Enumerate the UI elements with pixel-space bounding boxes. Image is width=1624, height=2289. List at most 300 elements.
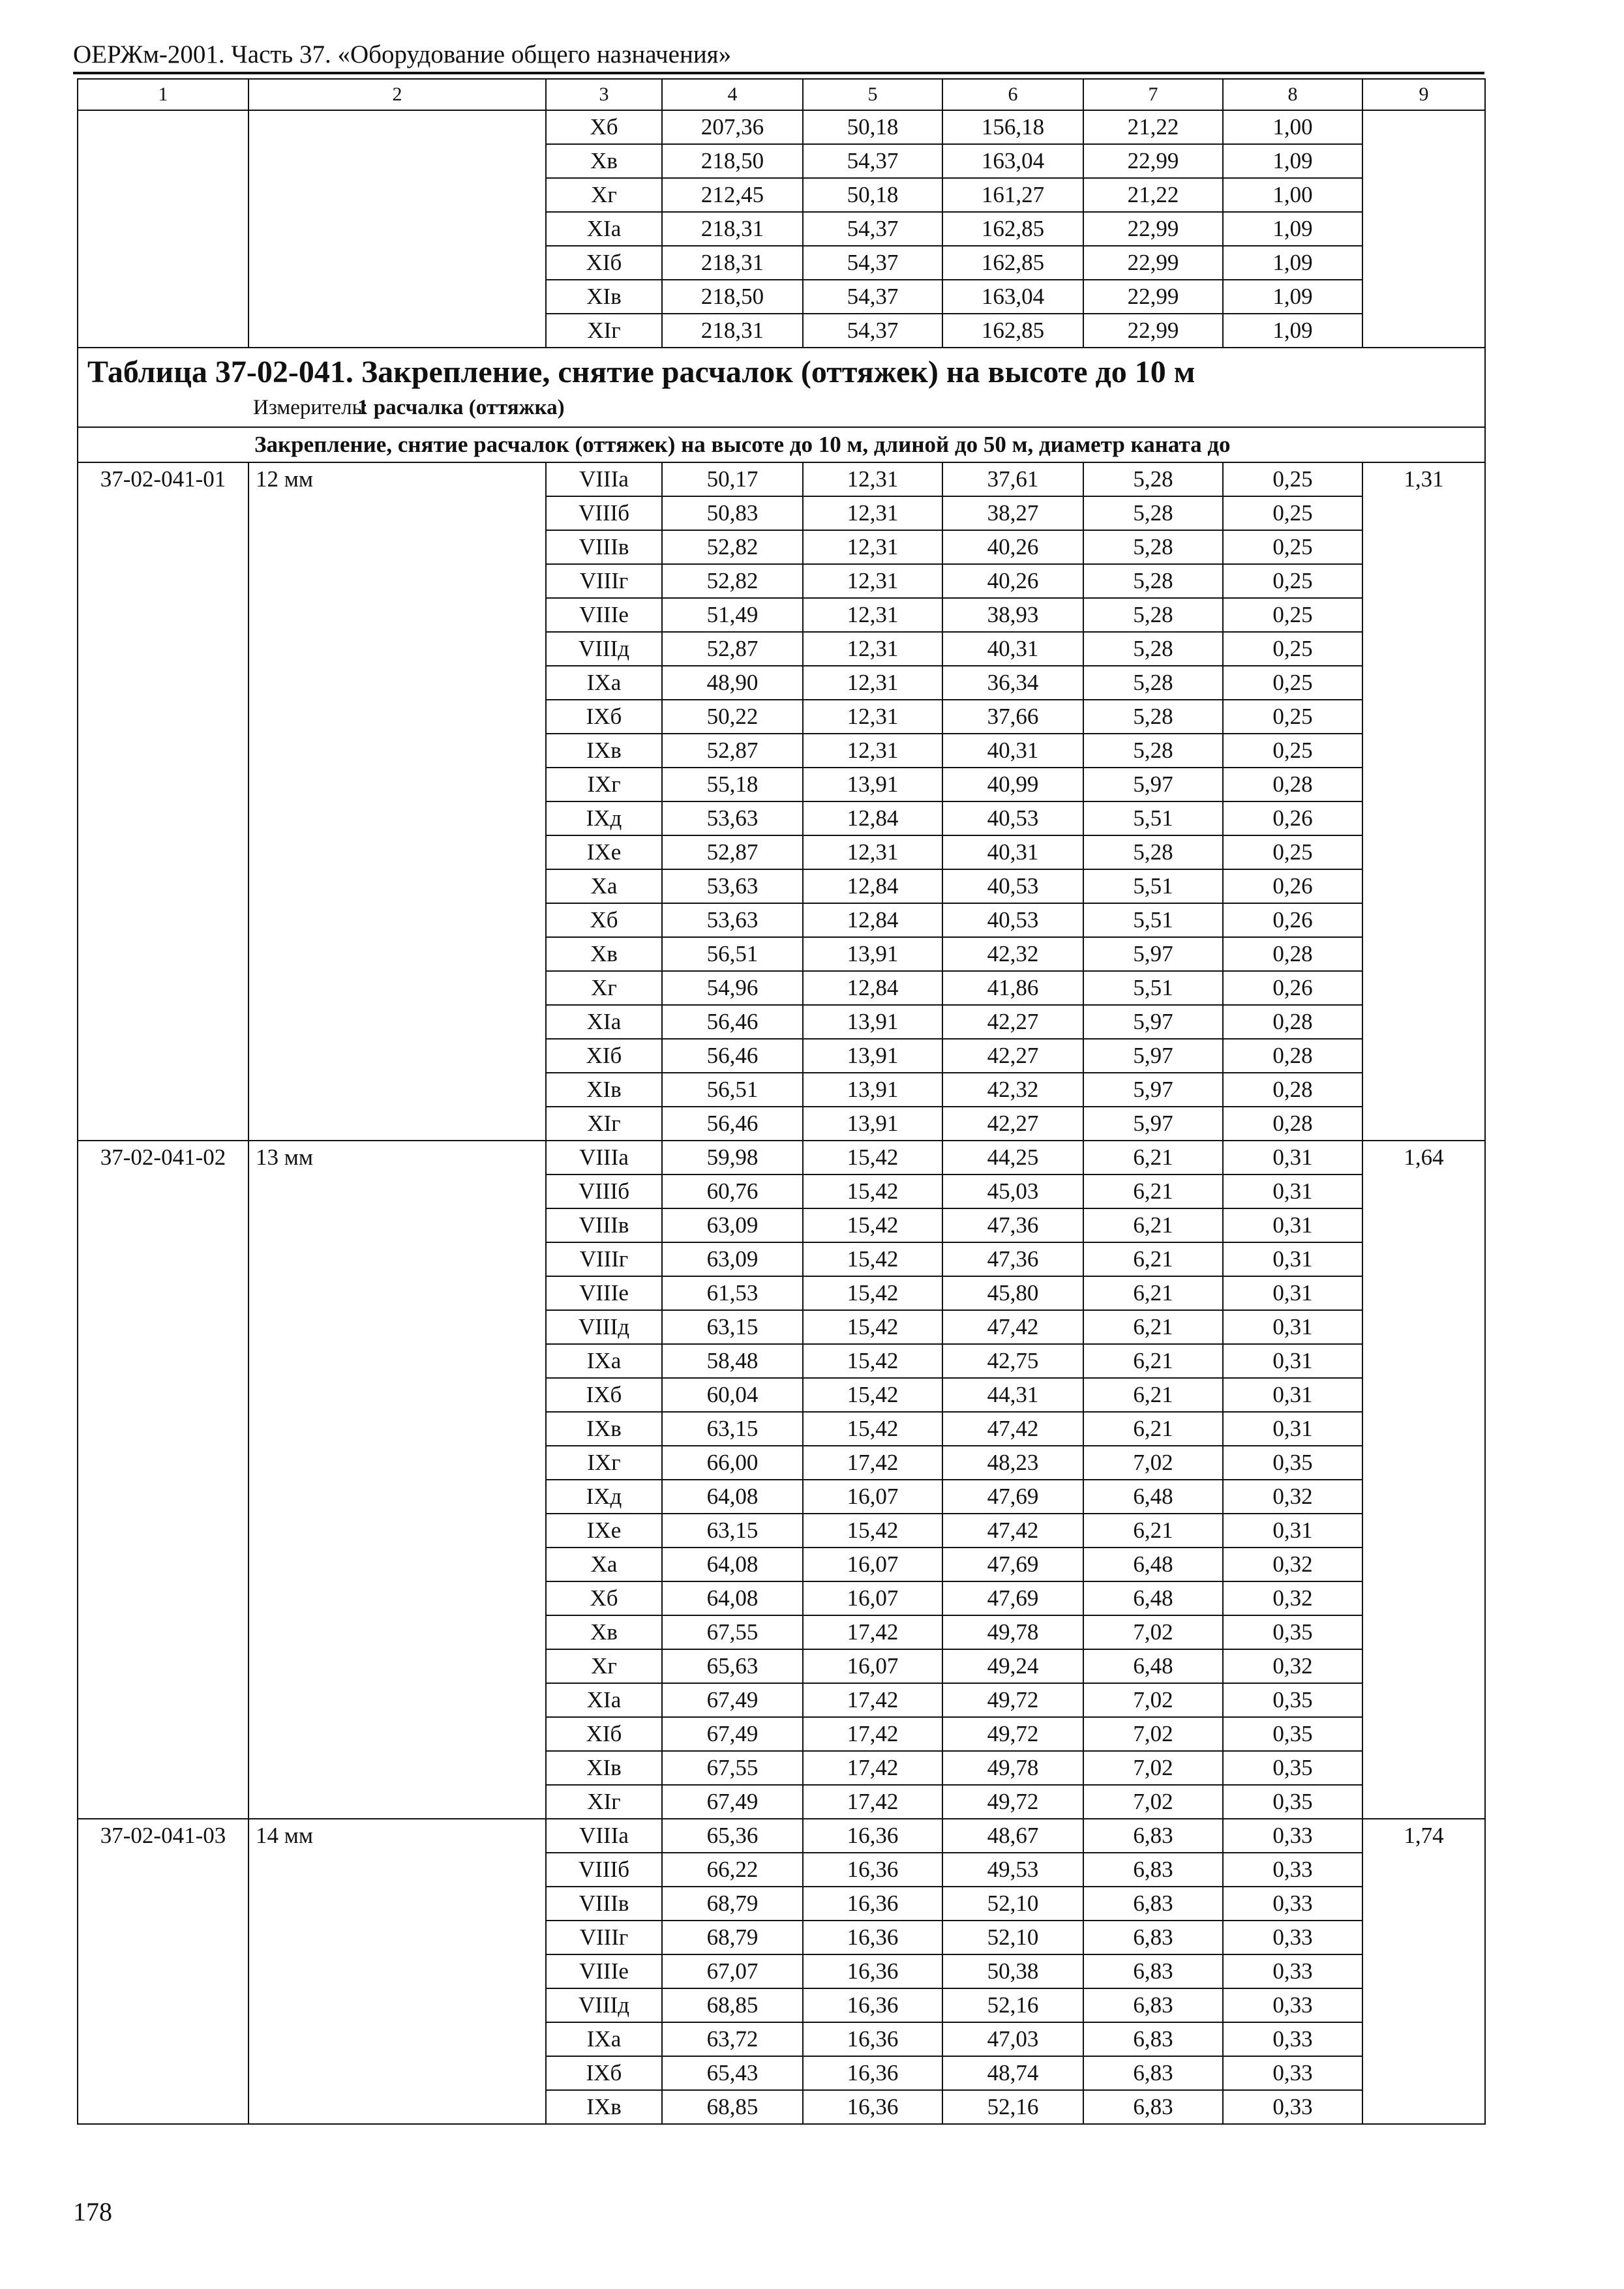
value-cell: 67,55 — [662, 1751, 803, 1785]
value-cell: 163,04 — [942, 144, 1083, 178]
value-cell: 15,42 — [803, 1412, 942, 1446]
value-cell: 56,51 — [662, 937, 803, 971]
zone-cell: XIв — [546, 1073, 662, 1107]
value-cell: 7,02 — [1083, 1683, 1223, 1717]
value-cell: 44,31 — [942, 1378, 1083, 1412]
value-cell: 12,84 — [803, 801, 942, 835]
value-cell: 5,97 — [1083, 1005, 1223, 1039]
zone-cell: IXв — [546, 734, 662, 768]
value-cell: 6,21 — [1083, 1276, 1223, 1310]
value-cell: 16,07 — [803, 1649, 942, 1683]
value-cell: 40,31 — [942, 632, 1083, 666]
value-cell: 52,87 — [662, 835, 803, 869]
value-cell: 0,25 — [1223, 700, 1362, 734]
zone-cell: VIIIa — [546, 1141, 662, 1174]
value-cell: 7,02 — [1083, 1615, 1223, 1649]
value-cell: 49,24 — [942, 1649, 1083, 1683]
value-cell: 60,76 — [662, 1174, 803, 1208]
value-cell: 6,48 — [1083, 1480, 1223, 1514]
item-code: 37-02-041-02 — [78, 1141, 248, 1819]
value-cell: 44,25 — [942, 1141, 1083, 1174]
value-cell: 0,32 — [1223, 1649, 1362, 1683]
value-cell: 66,22 — [662, 1853, 803, 1887]
value-cell: 12,84 — [803, 869, 942, 903]
value-cell: 47,42 — [942, 1514, 1083, 1548]
value-cell: 6,21 — [1083, 1141, 1223, 1174]
value-cell: 0,28 — [1223, 937, 1362, 971]
value-cell: 42,75 — [942, 1344, 1083, 1378]
value-cell: 5,28 — [1083, 666, 1223, 700]
zone-cell: IXд — [546, 1480, 662, 1514]
value-cell: 22,99 — [1083, 246, 1223, 280]
value-cell: 207,36 — [662, 110, 803, 144]
value-cell: 63,72 — [662, 2022, 803, 2056]
value-cell: 12,31 — [803, 835, 942, 869]
value-cell: 1,09 — [1223, 280, 1362, 314]
section-subtitle: Закрепление, снятие расчалок (оттяжек) на высоте до 10 м, длиной до 50 м, диаметр каната до — [78, 427, 1485, 462]
zone-cell: VIIIг — [546, 564, 662, 598]
column-number: 7 — [1083, 79, 1223, 110]
value-cell: 47,42 — [942, 1412, 1083, 1446]
zone-cell: XIб — [546, 246, 662, 280]
value-cell: 6,83 — [1083, 1819, 1223, 1853]
value-cell: 68,85 — [662, 2090, 803, 2124]
zone-cell: IXг — [546, 768, 662, 801]
zone-cell: Xб — [546, 110, 662, 144]
zone-cell: IXд — [546, 801, 662, 835]
value-cell: 54,96 — [662, 971, 803, 1005]
value-cell: 63,15 — [662, 1514, 803, 1548]
value-cell: 17,42 — [803, 1717, 942, 1751]
value-cell: 59,98 — [662, 1141, 803, 1174]
unit-label: Измеритель: — [253, 396, 368, 419]
value-cell: 16,36 — [803, 2022, 942, 2056]
value-cell: 53,63 — [662, 869, 803, 903]
value-cell: 6,48 — [1083, 1548, 1223, 1581]
value-cell: 61,53 — [662, 1276, 803, 1310]
value-cell: 40,31 — [942, 734, 1083, 768]
zone-cell: Xб — [546, 1581, 662, 1615]
column-number: 5 — [803, 79, 942, 110]
value-cell: 12,31 — [803, 598, 942, 632]
value-cell: 52,87 — [662, 632, 803, 666]
value-cell: 6,21 — [1083, 1344, 1223, 1378]
value-cell: 49,78 — [942, 1615, 1083, 1649]
value-cell: 7,02 — [1083, 1717, 1223, 1751]
value-cell: 5,28 — [1083, 462, 1223, 496]
value-cell: 5,97 — [1083, 1073, 1223, 1107]
value-cell: 6,21 — [1083, 1412, 1223, 1446]
table-row — [78, 110, 1485, 144]
zone-cell: VIIIе — [546, 598, 662, 632]
value-cell: 6,21 — [1083, 1514, 1223, 1548]
value-cell: 13,91 — [803, 768, 942, 801]
value-cell: 0,26 — [1223, 869, 1362, 903]
value-cell: 38,93 — [942, 598, 1083, 632]
value-cell: 0,28 — [1223, 768, 1362, 801]
value-cell: 21,22 — [1083, 110, 1223, 144]
item-col9: 1,31 — [1362, 462, 1485, 1141]
zone-cell: VIIIб — [546, 1853, 662, 1887]
value-cell: 42,32 — [942, 937, 1083, 971]
zone-cell: XIв — [546, 1751, 662, 1785]
value-cell: 58,48 — [662, 1344, 803, 1378]
zone-cell: IXв — [546, 2090, 662, 2124]
value-cell: 64,08 — [662, 1480, 803, 1514]
value-cell: 47,36 — [942, 1242, 1083, 1276]
value-cell: 63,09 — [662, 1242, 803, 1276]
value-cell: 65,36 — [662, 1819, 803, 1853]
value-cell: 48,90 — [662, 666, 803, 700]
value-cell: 6,48 — [1083, 1581, 1223, 1615]
value-cell: 0,35 — [1223, 1785, 1362, 1819]
value-cell: 21,22 — [1083, 178, 1223, 212]
value-cell: 1,09 — [1223, 144, 1362, 178]
value-cell: 22,99 — [1083, 280, 1223, 314]
value-cell: 0,32 — [1223, 1480, 1362, 1514]
value-cell: 50,18 — [803, 178, 942, 212]
item-col9: 1,74 — [1362, 1819, 1485, 2124]
value-cell: 5,28 — [1083, 598, 1223, 632]
value-cell: 16,07 — [803, 1548, 942, 1581]
value-cell: 52,10 — [942, 1887, 1083, 1921]
value-cell: 50,18 — [803, 110, 942, 144]
item-name: 14 мм — [248, 1819, 546, 2124]
zone-cell: XIг — [546, 1107, 662, 1141]
value-cell: 0,32 — [1223, 1548, 1362, 1581]
value-cell: 63,15 — [662, 1412, 803, 1446]
column-number: 1 — [78, 79, 248, 110]
value-cell: 67,49 — [662, 1717, 803, 1751]
zone-cell: Xб — [546, 903, 662, 937]
value-cell: 37,61 — [942, 462, 1083, 496]
value-cell: 5,28 — [1083, 564, 1223, 598]
zone-cell: IXб — [546, 700, 662, 734]
value-cell: 0,25 — [1223, 496, 1362, 530]
value-cell: 16,07 — [803, 1581, 942, 1615]
value-cell: 63,15 — [662, 1310, 803, 1344]
value-cell: 0,33 — [1223, 1988, 1362, 2022]
value-cell: 16,36 — [803, 2056, 942, 2090]
zone-cell: VIIIб — [546, 496, 662, 530]
value-cell: 6,83 — [1083, 1853, 1223, 1887]
value-cell: 68,79 — [662, 1921, 803, 1954]
value-cell: 6,83 — [1083, 2022, 1223, 2056]
value-cell: 0,35 — [1223, 1615, 1362, 1649]
value-cell: 0,25 — [1223, 462, 1362, 496]
value-cell: 48,67 — [942, 1819, 1083, 1853]
value-cell: 67,49 — [662, 1683, 803, 1717]
value-cell: 54,37 — [803, 314, 942, 348]
value-cell: 53,63 — [662, 801, 803, 835]
value-cell: 42,32 — [942, 1073, 1083, 1107]
value-cell: 1,00 — [1223, 178, 1362, 212]
value-cell: 40,53 — [942, 801, 1083, 835]
value-cell: 162,85 — [942, 314, 1083, 348]
value-cell: 15,42 — [803, 1514, 942, 1548]
value-cell: 218,31 — [662, 246, 803, 280]
value-cell: 16,36 — [803, 1988, 942, 2022]
value-cell: 13,91 — [803, 1039, 942, 1073]
value-cell: 12,31 — [803, 666, 942, 700]
zone-cell: Xг — [546, 1649, 662, 1683]
value-cell: 0,26 — [1223, 801, 1362, 835]
value-cell: 42,27 — [942, 1039, 1083, 1073]
value-cell: 5,28 — [1083, 734, 1223, 768]
value-cell: 0,28 — [1223, 1005, 1362, 1039]
zone-cell: VIIIг — [546, 1242, 662, 1276]
column-number: 4 — [662, 79, 803, 110]
value-cell: 12,31 — [803, 530, 942, 564]
zone-cell: Xв — [546, 937, 662, 971]
value-cell: 17,42 — [803, 1615, 942, 1649]
value-cell: 0,25 — [1223, 835, 1362, 869]
value-cell: 56,46 — [662, 1039, 803, 1073]
value-cell: 40,53 — [942, 903, 1083, 937]
value-cell: 12,31 — [803, 496, 942, 530]
value-cell: 16,36 — [803, 1921, 942, 1954]
value-cell: 56,46 — [662, 1107, 803, 1141]
col9-cell-empty — [1362, 110, 1485, 348]
value-cell: 7,02 — [1083, 1785, 1223, 1819]
value-cell: 0,31 — [1223, 1412, 1362, 1446]
value-cell: 0,33 — [1223, 1819, 1362, 1853]
value-cell: 5,97 — [1083, 1107, 1223, 1141]
value-cell: 52,82 — [662, 530, 803, 564]
zone-cell: Xг — [546, 178, 662, 212]
zone-cell: IXб — [546, 2056, 662, 2090]
value-cell: 0,35 — [1223, 1446, 1362, 1480]
zone-cell: IXе — [546, 1514, 662, 1548]
value-cell: 16,36 — [803, 1853, 942, 1887]
value-cell: 5,97 — [1083, 768, 1223, 801]
value-cell: 0,33 — [1223, 1853, 1362, 1887]
value-cell: 15,42 — [803, 1141, 942, 1174]
value-cell: 42,27 — [942, 1107, 1083, 1141]
section-header — [78, 348, 1485, 427]
value-cell: 47,03 — [942, 2022, 1083, 2056]
value-cell: 17,42 — [803, 1446, 942, 1480]
section-subtitle-row — [78, 427, 1485, 462]
value-cell: 5,28 — [1083, 496, 1223, 530]
zone-cell: VIIIг — [546, 1921, 662, 1954]
column-number: 3 — [546, 79, 662, 110]
value-cell: 15,42 — [803, 1344, 942, 1378]
value-cell: 22,99 — [1083, 314, 1223, 348]
value-cell: 5,51 — [1083, 801, 1223, 835]
value-cell: 162,85 — [942, 212, 1083, 246]
value-cell: 12,31 — [803, 632, 942, 666]
value-cell: 40,31 — [942, 835, 1083, 869]
zone-cell: IXa — [546, 666, 662, 700]
zone-cell: IXб — [546, 1378, 662, 1412]
value-cell: 0,28 — [1223, 1039, 1362, 1073]
value-cell: 6,21 — [1083, 1242, 1223, 1276]
value-cell: 55,18 — [662, 768, 803, 801]
value-cell: 63,09 — [662, 1208, 803, 1242]
value-cell: 52,87 — [662, 734, 803, 768]
value-cell: 162,85 — [942, 246, 1083, 280]
zone-cell: VIIIв — [546, 1887, 662, 1921]
zone-cell: Xa — [546, 1548, 662, 1581]
value-cell: 5,28 — [1083, 530, 1223, 564]
value-cell: 0,33 — [1223, 1887, 1362, 1921]
value-cell: 47,42 — [942, 1310, 1083, 1344]
section-unit — [87, 393, 1484, 423]
value-cell: 5,97 — [1083, 1039, 1223, 1073]
item-code: 37-02-041-03 — [78, 1819, 248, 2124]
value-cell: 16,07 — [803, 1480, 942, 1514]
value-cell: 17,42 — [803, 1751, 942, 1785]
value-cell: 68,79 — [662, 1887, 803, 1921]
zone-cell: XIг — [546, 1785, 662, 1819]
zone-cell: Xa — [546, 869, 662, 903]
value-cell: 0,26 — [1223, 971, 1362, 1005]
value-cell: 17,42 — [803, 1785, 942, 1819]
header-divider — [73, 72, 1484, 74]
value-cell: 0,33 — [1223, 2022, 1362, 2056]
zone-cell: XIб — [546, 1039, 662, 1073]
zone-cell: XIб — [546, 1717, 662, 1751]
value-cell: 6,21 — [1083, 1378, 1223, 1412]
table-row — [78, 462, 1485, 496]
value-cell: 6,83 — [1083, 2056, 1223, 2090]
value-cell: 48,74 — [942, 2056, 1083, 2090]
value-cell: 0,32 — [1223, 1581, 1362, 1615]
value-cell: 12,84 — [803, 971, 942, 1005]
value-cell: 49,53 — [942, 1853, 1083, 1887]
item-name: 13 мм — [248, 1141, 546, 1819]
value-cell: 52,16 — [942, 1988, 1083, 2022]
value-cell: 45,03 — [942, 1174, 1083, 1208]
unit-value: 1 расчалка (оттяжка) — [357, 396, 565, 419]
section-header-row — [78, 348, 1485, 427]
zone-cell: Xв — [546, 1615, 662, 1649]
code-cell-empty — [78, 110, 248, 348]
value-cell: 17,42 — [803, 1683, 942, 1717]
value-cell: 5,28 — [1083, 700, 1223, 734]
value-cell: 56,51 — [662, 1073, 803, 1107]
value-cell: 0,25 — [1223, 632, 1362, 666]
value-cell: 67,49 — [662, 1785, 803, 1819]
value-cell: 0,33 — [1223, 1954, 1362, 1988]
value-cell: 161,27 — [942, 178, 1083, 212]
value-cell: 67,07 — [662, 1954, 803, 1988]
value-cell: 15,42 — [803, 1276, 942, 1310]
value-cell: 6,83 — [1083, 1954, 1223, 1988]
value-cell: 50,38 — [942, 1954, 1083, 1988]
value-cell: 36,34 — [942, 666, 1083, 700]
value-cell: 64,08 — [662, 1548, 803, 1581]
zone-cell: VIIIд — [546, 1988, 662, 2022]
value-cell: 56,46 — [662, 1005, 803, 1039]
value-cell: 0,31 — [1223, 1378, 1362, 1412]
value-cell: 60,04 — [662, 1378, 803, 1412]
value-cell: 5,28 — [1083, 632, 1223, 666]
value-cell: 0,33 — [1223, 1921, 1362, 1954]
value-cell: 6,83 — [1083, 2090, 1223, 2124]
value-cell: 0,25 — [1223, 598, 1362, 632]
value-cell: 1,09 — [1223, 314, 1362, 348]
value-cell: 13,91 — [803, 1005, 942, 1039]
value-cell: 67,55 — [662, 1615, 803, 1649]
value-cell: 40,99 — [942, 768, 1083, 801]
value-cell: 47,69 — [942, 1548, 1083, 1581]
value-cell: 0,35 — [1223, 1683, 1362, 1717]
value-cell: 0,31 — [1223, 1514, 1362, 1548]
value-cell: 6,83 — [1083, 1921, 1223, 1954]
value-cell: 16,36 — [803, 2090, 942, 2124]
value-cell: 0,25 — [1223, 530, 1362, 564]
value-cell: 22,99 — [1083, 144, 1223, 178]
value-cell: 16,36 — [803, 1954, 942, 1988]
zone-cell: VIIIa — [546, 462, 662, 496]
section-title: Таблица 37-02-041. Закрепление, снятие расчалок (оттяжек) на высоте до 10 м — [87, 355, 1195, 389]
value-cell: 0,25 — [1223, 564, 1362, 598]
value-cell: 7,02 — [1083, 1446, 1223, 1480]
value-cell: 0,25 — [1223, 666, 1362, 700]
value-cell: 0,33 — [1223, 2090, 1362, 2124]
value-cell: 0,31 — [1223, 1242, 1362, 1276]
zone-cell: XIa — [546, 212, 662, 246]
value-cell: 5,28 — [1083, 835, 1223, 869]
value-cell: 49,72 — [942, 1683, 1083, 1717]
value-cell: 5,97 — [1083, 937, 1223, 971]
value-cell: 6,21 — [1083, 1208, 1223, 1242]
value-cell: 12,31 — [803, 734, 942, 768]
value-cell: 50,17 — [662, 462, 803, 496]
zone-cell: XIa — [546, 1683, 662, 1717]
value-cell: 6,21 — [1083, 1174, 1223, 1208]
zone-cell: VIIIa — [546, 1819, 662, 1853]
value-cell: 5,51 — [1083, 971, 1223, 1005]
value-cell: 1,00 — [1223, 110, 1362, 144]
zone-cell: XIг — [546, 314, 662, 348]
value-cell: 50,83 — [662, 496, 803, 530]
value-cell: 37,66 — [942, 700, 1083, 734]
value-cell: 12,31 — [803, 700, 942, 734]
value-cell: 1,09 — [1223, 246, 1362, 280]
value-cell: 38,27 — [942, 496, 1083, 530]
value-cell: 0,35 — [1223, 1717, 1362, 1751]
value-cell: 52,82 — [662, 564, 803, 598]
value-cell: 163,04 — [942, 280, 1083, 314]
value-cell: 6,21 — [1083, 1310, 1223, 1344]
value-cell: 49,78 — [942, 1751, 1083, 1785]
value-cell: 54,37 — [803, 280, 942, 314]
zone-cell: Xв — [546, 144, 662, 178]
value-cell: 50,22 — [662, 700, 803, 734]
table-row — [78, 1141, 1485, 1174]
zone-cell: VIIIв — [546, 530, 662, 564]
value-cell: 68,85 — [662, 1988, 803, 2022]
zone-cell: IXв — [546, 1412, 662, 1446]
value-cell: 40,26 — [942, 530, 1083, 564]
item-name: 12 мм — [248, 462, 546, 1141]
value-cell: 16,36 — [803, 1887, 942, 1921]
value-cell: 15,42 — [803, 1310, 942, 1344]
table-row — [78, 1819, 1485, 1853]
value-cell: 156,18 — [942, 110, 1083, 144]
value-cell: 13,91 — [803, 937, 942, 971]
zone-cell: XIa — [546, 1005, 662, 1039]
value-cell: 12,31 — [803, 462, 942, 496]
value-cell: 12,84 — [803, 903, 942, 937]
value-cell: 6,48 — [1083, 1649, 1223, 1683]
norms-table — [77, 78, 1486, 2125]
value-cell: 40,53 — [942, 869, 1083, 903]
value-cell: 47,36 — [942, 1208, 1083, 1242]
